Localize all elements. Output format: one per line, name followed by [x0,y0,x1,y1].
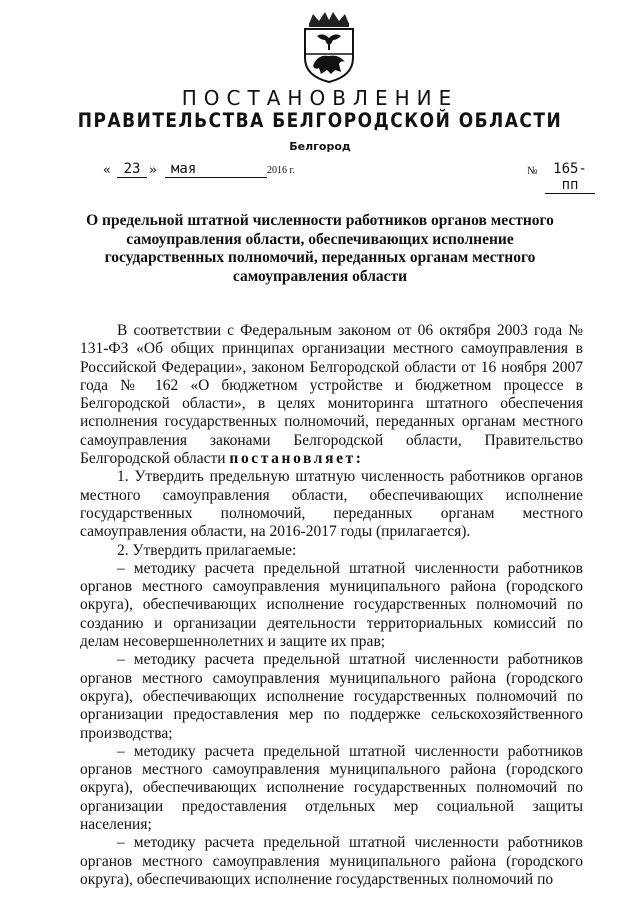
document-body [80,322,583,889]
heading-line: государственных полномочий, переданных органам местного [104,249,536,266]
date-open-quote: « [103,163,111,178]
document-type: ПОСТАНОВЛЕНИЕ [181,86,459,110]
date-day: 23 [117,161,147,178]
city-name: Белгород [289,140,351,153]
subitem-paragraph: – методику расчета предельной штатной численности работников органов местного самоуправления муниципального района (городского округа), обеспечивающих исполнение государственных полномочий по организации предоставления отдельных мер социальной защиты населения; [80,742,583,834]
issuing-authority: ПРАВИТЕЛЬСТВА БЕЛГОРОДСКОЙ ОБЛАСТИ [77,109,563,133]
date-number-line [103,161,595,193]
number-label: № [527,165,538,177]
date-year: 2016 г. [267,165,295,176]
document-number: 165-пп [545,161,595,194]
subitem-paragraph: – методику расчета предельной штатной численности работников органов местного самоуправления муниципального района (городского округа), обеспечивающих исполнение государственных полномочий по организации предоставления мер по поддержке сельскохозяйственного производства; [80,651,583,742]
item-1-paragraph: 1. Утвердить предельную штатную численность работников органов местного самоуправления области, обеспечивающих исполнение государственных полномочий, переданных органам местного самоуправления области, на 2016-2017 годы (прилагается). [80,468,583,541]
heading-line: О предельной штатной численности работников органов местного [86,212,554,229]
date-month: мая [165,161,267,178]
item-2-paragraph: 2. Утвердить прилагаемые: [117,541,297,559]
document-heading [80,212,560,286]
date-close-quote: » [149,163,157,178]
heading-line: самоуправления области, обеспечивающих исполнение [126,230,514,248]
intro-paragraph [80,322,583,468]
decree-colon: : [355,450,364,468]
subitem-paragraph: – методику расчета предельной штатной численности работников органов местного самоуправления муниципального района (городского округа), обеспечивающих исполнение государственных полномочий по созданию и организации деятельности территориальных комиссий по делам несовершеннолетних и защите их прав; [80,559,583,651]
subitem-paragraph: – методику расчета предельной штатной численности работников органов местного самоуправления муниципального района (городского округа), обеспечивающих исполнение государственных полномочий по [80,834,583,888]
heading-line: самоуправления области [232,267,408,285]
intro-text: В соответствии с Федеральным законом от 06 октября 2003 года № 131-ФЗ «Об общих принципах организации местного самоуправления в Российской Федерации», законом Белгородской области от 16 ноября 2007 года № 162 «О бюджетном устройстве и бюджетном процессе в Белгородской области», в целях мониторинга штатного обеспечения исполнения государственных полномочий, переданных органам местного самоуправления законами Белгородской области, Правительство Белгородской области [80,322,583,468]
decree-word: постановляет [229,450,356,468]
coat-of-arms-emblem [297,10,361,84]
